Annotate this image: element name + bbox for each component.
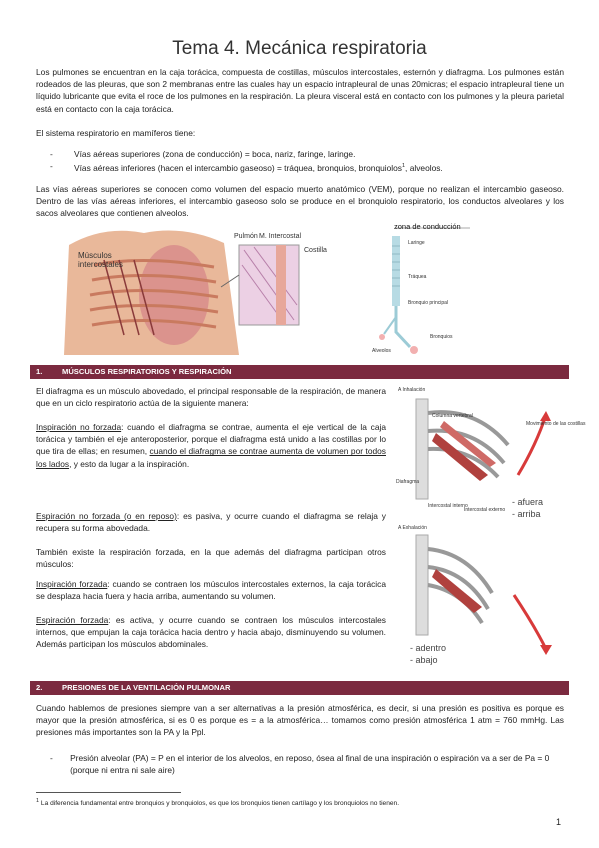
- label-adentro: - adentro: [410, 643, 447, 653]
- thorax-illustration: [64, 225, 330, 355]
- label-alveolos: Alveolos: [372, 348, 391, 354]
- label-diafragma: Diafragma: [396, 479, 420, 485]
- label-bronquio-principal: Bronquio principal: [408, 300, 449, 306]
- forzada-paragraph: También existe la respiración forzada, en la que además del diafragma participan otros músculos:: [36, 547, 386, 570]
- label-exhalacion: A Exhalación: [398, 525, 427, 531]
- label-traquea: Tráquea: [408, 274, 427, 280]
- inspiracion-forzada: Inspiración forzada: cuando se contraen los músculos intercostales externos, la caja torácica se desplaza hacia fuera y hacia arriba, aumentando su volumen.: [36, 579, 386, 602]
- diafragma-paragraph: El diafragma es un músculo abovedado, el principal responsable de la respiración, de manera que en un ciclo respiratorio actúa de la siguiente manera:: [36, 386, 386, 409]
- label-movimiento: Movimiento de las costillas: [526, 421, 586, 427]
- list-item: - Vías aéreas inferiores (hacen el intercambio gaseoso) = tráquea, bronquios, bronquiolos$^1$, alveolos.: [50, 161, 443, 173]
- airway-illustration: [370, 222, 480, 360]
- footnote: $^1$ La diferencia fundamental entre bronquios y bronquiolos, es que los bronquios tienen cartílago y los bronquiolos no tienen.: [36, 798, 400, 808]
- conduction-zone-figure: [370, 222, 480, 360]
- label-intercostales: intercostales: [78, 260, 123, 269]
- breathing-mechanics-figure: [396, 385, 586, 670]
- label-abajo: - abajo: [410, 655, 438, 665]
- presiones-paragraph: Cuando hablemos de presiones siempre van a ser alternativas a la presión atmosférica, es decir, si una presión es positiva es porque es mayor que la presión atmosférica, si es 0 es porque es = a la atmosférica… tomamos como presión atmosférica 1 atm = 760 mmHg. Las presiones más importantes son la PA y la Ppl.: [36, 703, 564, 738]
- page-title: Tema 4. Mecánica respiratoria: [172, 38, 427, 59]
- section-header-2: 2. PRESIONES DE LA VENTILACIÓN PULMONAR: [30, 681, 569, 695]
- label-intercostal: M. Intercostal: [259, 233, 302, 240]
- label-arriba: - arriba: [512, 509, 541, 519]
- page-number: 1: [556, 817, 562, 827]
- espiracion-no-forzada: Espiración no forzada (o en reposo): es pasiva, y ocurre cuando el diafragma se relaja y recupera su forma abovedada.: [36, 511, 386, 534]
- label-intercostal-externo: Intercostal externo: [464, 507, 506, 513]
- label-pulmon: Pulmón: [234, 233, 258, 240]
- label-zona: zona de conducción: [394, 222, 461, 231]
- intro-paragraph: Los pulmones se encuentran en la caja torácica, compuesta de costillas, músculos intercostales, esternón y diafragma. Los pulmones están rodeados de las pleuras, que son 2 membranas entre las cuales hay un espacio intrapleural de unas 20micras; el espacio intrapleural tiene un líquido lubricante que evita el roce de los pulmones en la respiración. La pleura visceral está en contacto con los pulmones y la pleura parietal está en contacto con la caja torácica.: [36, 67, 564, 114]
- espiracion-forzada: Espiración forzada: es activa, y ocurre cuando se contraen los músculos intercostales internos, que empujan la caja torácica hacia dentro y hacia abajo, disminuyendo su volumen. Además participan los músculos abdominales.: [36, 615, 386, 650]
- label-inhalacion: A Inhalación: [398, 387, 426, 393]
- label-musculos: Músculos: [78, 251, 112, 260]
- label-bronquios: Bronquios: [430, 334, 453, 340]
- label-afuera: - afuera: [512, 497, 544, 507]
- list-item: - Vías aéreas superiores (zona de conducción) = boca, nariz, faringe, laringe.: [50, 149, 356, 159]
- label-laringe: Laringe: [408, 240, 425, 246]
- footnote-ref[interactable]: 1: [401, 163, 406, 170]
- sistema-intro: El sistema respiratorio en mamíferos tiene:: [36, 128, 196, 138]
- inspiracion-no-forzada: Inspiración no forzada: cuando el diafragma se contrae, aumenta el eje vertical de la caja torácica y también el eje anteroposterior, porque el diafragma está unido a las costillas por lo que tira de ellas; en resumen, cuando el diafragma se contrae aumenta de volumen por todos los lados, y esto da lugar a la inspiración.: [36, 422, 387, 469]
- vias-paragraph: Las vías aéreas superiores se conocen como volumen del espacio muerto anatómico (VEM), porque no realizan el intercambio gaseoso. Dentro de las vías aéreas inferiores, el intercambio gaseoso solo se produce en el bronquiolo respiratorio, los conductos alveolares y los sacos alveolares que contienen alveolos.: [36, 184, 564, 219]
- label-intercostal-interno: Intercostal interno: [428, 503, 468, 509]
- presiones-list: [50, 752, 560, 776]
- label-columna: Columna vertebral: [432, 413, 473, 419]
- vias-list: [50, 148, 560, 174]
- list-item: - Presión alveolar (PA) = P en el interior de los alveolos, en reposo, ósea al final de una inspiración o espiración va a ser de Pa = 0 (porque ni entra ni sale aire): [50, 753, 550, 776]
- section-header-1: 1. MÚSCULOS RESPIRATORIOS Y RESPIRACIÓN: [30, 365, 569, 379]
- footnote-divider: [36, 792, 181, 793]
- thorax-anatomy-figure: [64, 225, 330, 355]
- label-costilla: Costilla: [304, 247, 327, 254]
